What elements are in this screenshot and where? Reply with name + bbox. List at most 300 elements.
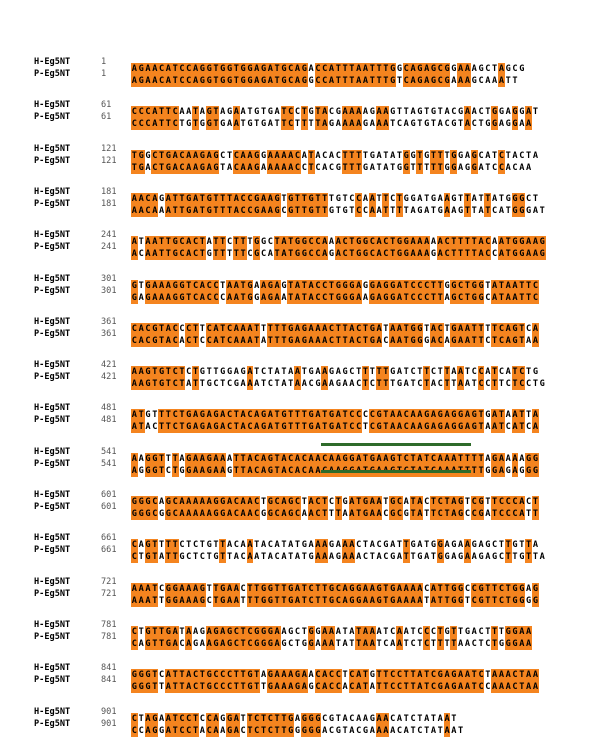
nucleotide: A — [206, 497, 212, 507]
nucleotide: T — [410, 379, 416, 390]
nucleotide: A — [328, 64, 335, 74]
nucleotide: C — [478, 150, 484, 161]
nucleotide: A — [376, 119, 382, 130]
nucleotide: T — [396, 205, 403, 216]
nucleotide: A — [356, 280, 362, 291]
sequence-name: H-Eg5NT — [34, 533, 71, 544]
nucleotide: G — [512, 205, 518, 216]
nucleotide: A — [179, 107, 185, 118]
nucleotide: C — [335, 595, 341, 606]
nucleotide: A — [356, 292, 362, 303]
nucleotide: A — [186, 583, 192, 594]
nucleotide: C — [254, 725, 260, 736]
nucleotide: A — [179, 497, 185, 507]
nucleotide: G — [281, 64, 287, 74]
nucleotide: G — [444, 280, 450, 291]
alignment-row-p-721 — [0, 588, 600, 606]
nucleotide: A — [356, 107, 362, 118]
nucleotide: G — [288, 323, 294, 334]
nucleotide: A — [145, 725, 151, 736]
nucleotide: T — [362, 150, 369, 161]
nucleotide: G — [478, 64, 484, 74]
nucleotide: A — [158, 552, 165, 563]
nucleotide: A — [342, 107, 348, 118]
nucleotide: A — [356, 64, 362, 74]
nucleotide: C — [288, 64, 294, 74]
nucleotide: A — [206, 626, 212, 637]
nucleotide: C — [240, 205, 246, 216]
nucleotide: C — [349, 682, 355, 693]
nucleotide: T — [152, 379, 158, 390]
nucleotide: T — [342, 335, 348, 346]
nucleotide: T — [519, 280, 525, 291]
nucleotide: A — [288, 682, 294, 693]
nucleotide: C — [315, 280, 321, 291]
nucleotide: T — [437, 150, 443, 161]
nucleotide: A — [349, 119, 355, 130]
nucleotide: C — [471, 119, 477, 130]
nucleotide: A — [206, 162, 212, 173]
nucleotide: T — [430, 280, 437, 291]
nucleotide: G — [444, 552, 450, 563]
nucleotide: G — [138, 670, 144, 681]
nucleotide: A — [240, 162, 246, 173]
nucleotide: C — [383, 335, 389, 346]
nucleotide: A — [179, 453, 185, 464]
nucleotide: T — [498, 626, 505, 637]
nucleotide: C — [383, 237, 389, 248]
nucleotide: C — [369, 379, 375, 390]
nucleotide: C — [315, 249, 321, 260]
nucleotide: A — [410, 410, 416, 421]
nucleotide: G — [369, 323, 375, 334]
sequence-residues — [131, 371, 546, 390]
nucleotide: G — [301, 713, 307, 724]
nucleotide: A — [464, 670, 471, 681]
nucleotide: G — [254, 162, 260, 173]
nucleotide: T — [131, 150, 137, 161]
nucleotide: A — [192, 410, 199, 421]
nucleotide: C — [478, 367, 484, 378]
nucleotide: T — [335, 509, 341, 519]
nucleotide: A — [396, 626, 403, 637]
nucleotide: A — [274, 682, 280, 693]
nucleotide: T — [519, 540, 525, 551]
nucleotide: G — [424, 150, 430, 161]
nucleotide: T — [213, 205, 219, 216]
nucleotide: C — [498, 595, 505, 606]
nucleotide: T — [342, 76, 348, 86]
nucleotide: A — [274, 107, 280, 118]
nucleotide: A — [192, 150, 199, 161]
nucleotide: A — [165, 64, 171, 74]
nucleotide: A — [464, 682, 471, 693]
nucleotide: C — [328, 335, 335, 346]
nucleotide: A — [451, 453, 457, 464]
nucleotide: T — [315, 107, 321, 118]
nucleotide: T — [240, 626, 246, 637]
nucleotide: T — [396, 540, 403, 551]
sequence-name: H-Eg5NT — [34, 403, 71, 414]
nucleotide: T — [322, 422, 328, 433]
nucleotide: C — [512, 682, 518, 693]
nucleotide: T — [464, 280, 471, 291]
nucleotide: T — [417, 638, 423, 649]
sequence-residues — [131, 588, 539, 606]
sequence-residues — [131, 359, 539, 378]
nucleotide: T — [485, 583, 491, 594]
nucleotide: G — [213, 552, 219, 563]
nucleotide: T — [362, 682, 369, 693]
nucleotide: A — [274, 150, 280, 161]
nucleotide: G — [390, 76, 396, 86]
nucleotide: T — [247, 237, 253, 248]
nucleotide: A — [179, 335, 185, 346]
nucleotide: A — [206, 422, 212, 433]
nucleotide: G — [308, 713, 314, 724]
nucleotide: C — [356, 410, 362, 421]
nucleotide: G — [152, 323, 158, 334]
nucleotide: G — [254, 205, 260, 216]
sequence-residues — [131, 285, 539, 303]
nucleotide: A — [396, 410, 403, 421]
nucleotide: C — [213, 670, 219, 681]
nucleotide: G — [410, 323, 416, 334]
nucleotide: A — [274, 292, 280, 303]
nucleotide: A — [138, 193, 144, 204]
nucleotide: G — [390, 292, 396, 303]
position-number: 541 — [101, 458, 117, 469]
nucleotide: A — [376, 249, 382, 260]
nucleotide: T — [240, 465, 246, 476]
nucleotide: G — [158, 193, 165, 204]
nucleotide: G — [288, 205, 294, 216]
nucleotide: A — [390, 638, 396, 649]
position-number: 781 — [101, 619, 117, 630]
nucleotide: T — [179, 205, 185, 216]
nucleotide: T — [288, 422, 294, 433]
nucleotide: A — [322, 725, 328, 736]
nucleotide: A — [335, 626, 341, 637]
nucleotide: G — [390, 453, 396, 464]
nucleotide: A — [471, 626, 477, 637]
nucleotide: C — [308, 583, 314, 594]
nucleotide: A — [403, 626, 409, 637]
nucleotide: G — [349, 595, 355, 606]
nucleotide: A — [281, 292, 287, 303]
nucleotide: A — [274, 638, 280, 649]
nucleotide: C — [369, 237, 375, 248]
position-number: 361 — [101, 316, 117, 327]
nucleotide: A — [158, 713, 165, 724]
nucleotide: A — [145, 583, 151, 594]
nucleotide: T — [260, 107, 267, 118]
nucleotide: T — [403, 670, 409, 681]
nucleotide: A — [532, 150, 538, 161]
nucleotide: A — [322, 552, 328, 563]
nucleotide: C — [301, 465, 307, 476]
nucleotide: G — [410, 119, 416, 130]
nucleotide: G — [138, 509, 144, 519]
nucleotide: G — [260, 410, 267, 421]
nucleotide: T — [451, 237, 457, 248]
nucleotide: T — [240, 713, 246, 724]
nucleotide: A — [301, 509, 307, 519]
nucleotide: C — [281, 205, 287, 216]
nucleotide: A — [315, 422, 321, 433]
sequence-name: P-Eg5NT — [34, 372, 71, 383]
nucleotide: G — [220, 367, 226, 378]
nucleotide: A — [396, 367, 403, 378]
nucleotide: C — [322, 150, 328, 161]
nucleotide: T — [526, 540, 532, 551]
position-number: 901 — [101, 718, 117, 729]
nucleotide: G — [145, 670, 151, 681]
nucleotide: T — [186, 292, 192, 303]
nucleotide: A — [383, 725, 389, 736]
nucleotide: C — [260, 249, 267, 260]
nucleotide: T — [131, 162, 137, 173]
nucleotide: A — [322, 335, 328, 346]
nucleotide: T — [424, 509, 430, 519]
nucleotide: T — [424, 670, 430, 681]
nucleotide: A — [498, 670, 505, 681]
nucleotide: T — [158, 162, 165, 173]
nucleotide: G — [152, 453, 158, 464]
nucleotide: A — [281, 162, 287, 173]
nucleotide: A — [532, 670, 538, 681]
nucleotide: C — [417, 379, 423, 390]
nucleotide: A — [274, 670, 280, 681]
nucleotide: A — [138, 292, 144, 303]
nucleotide: T — [444, 638, 450, 649]
nucleotide: A — [356, 453, 362, 464]
nucleotide: T — [376, 162, 382, 173]
nucleotide: T — [165, 237, 171, 248]
alignment-row-p-61 — [0, 111, 600, 130]
nucleotide: A — [158, 205, 165, 216]
nucleotide: T — [179, 119, 185, 130]
nucleotide: A — [376, 323, 382, 334]
nucleotide: A — [308, 670, 314, 681]
nucleotide: G — [532, 595, 538, 606]
nucleotide: C — [138, 249, 144, 260]
nucleotide: A — [485, 552, 491, 563]
nucleotide: G — [260, 76, 267, 86]
nucleotide: T — [240, 237, 246, 248]
nucleotide: G — [328, 119, 335, 130]
position-number: 481 — [101, 403, 117, 414]
nucleotide: A — [505, 162, 511, 173]
nucleotide: C — [526, 193, 532, 204]
nucleotide: G — [478, 280, 484, 291]
nucleotide: T — [485, 205, 491, 216]
nucleotide: G — [186, 205, 192, 216]
nucleotide: T — [226, 205, 233, 216]
position-number: 241 — [101, 242, 117, 253]
nucleotide: C — [369, 249, 375, 260]
nucleotide: A — [267, 76, 273, 86]
nucleotide: T — [478, 323, 484, 334]
nucleotide: C — [512, 670, 518, 681]
nucleotide: T — [294, 119, 301, 130]
nucleotide: T — [383, 367, 389, 378]
nucleotide: C — [145, 107, 151, 118]
nucleotide: G — [145, 509, 151, 519]
nucleotide: A — [369, 497, 375, 507]
sequence-residues — [131, 532, 539, 551]
nucleotide: A — [172, 626, 178, 637]
nucleotide: A — [152, 249, 158, 260]
nucleotide: C — [315, 64, 321, 74]
sequence-residues — [131, 489, 539, 507]
nucleotide: A — [403, 119, 409, 130]
nucleotide: A — [356, 119, 362, 130]
nucleotide: T — [288, 292, 294, 303]
nucleotide: G — [342, 497, 348, 507]
nucleotide: A — [519, 497, 525, 507]
nucleotide: G — [519, 107, 525, 118]
nucleotide: A — [532, 323, 538, 334]
nucleotide: G — [226, 638, 233, 649]
nucleotide: A — [410, 64, 416, 74]
nucleotide: A — [328, 626, 335, 637]
alignment-row-p-781 — [0, 631, 600, 649]
nucleotide: G — [288, 583, 294, 594]
nucleotide: G — [206, 682, 212, 693]
sequence-residues — [131, 328, 539, 346]
nucleotide: A — [532, 237, 538, 248]
nucleotide: G — [267, 509, 273, 519]
nucleotide: G — [267, 465, 273, 476]
nucleotide: A — [247, 335, 253, 346]
nucleotide: T — [383, 323, 389, 334]
nucleotide: G — [186, 193, 192, 204]
nucleotide: G — [158, 725, 165, 736]
nucleotide: C — [478, 76, 484, 86]
nucleotide: G — [424, 335, 430, 346]
nucleotide: T — [192, 379, 199, 390]
nucleotide: A — [349, 509, 355, 519]
nucleotide: C — [403, 76, 409, 86]
nucleotide: A — [356, 76, 362, 86]
nucleotide: A — [247, 150, 253, 161]
nucleotide: T — [376, 670, 382, 681]
nucleotide: A — [186, 509, 192, 519]
highlight-bar-top — [321, 443, 471, 446]
nucleotide: C — [410, 713, 416, 724]
nucleotide: T — [301, 497, 307, 507]
sequence-name: P-Eg5NT — [34, 198, 71, 209]
nucleotide: A — [526, 682, 532, 693]
sequence-name: H-Eg5NT — [34, 100, 71, 111]
position-number: 901 — [101, 706, 117, 717]
nucleotide: C — [288, 465, 294, 476]
nucleotide: T — [485, 280, 491, 291]
nucleotide: G — [369, 453, 375, 464]
nucleotide: A — [206, 237, 212, 248]
nucleotide: A — [471, 193, 477, 204]
nucleotide: C — [315, 292, 321, 303]
nucleotide: T — [498, 540, 505, 551]
nucleotide: A — [152, 193, 158, 204]
nucleotide: T — [383, 595, 389, 606]
nucleotide: A — [165, 292, 171, 303]
nucleotide: T — [498, 193, 505, 204]
nucleotide: A — [281, 237, 287, 248]
nucleotide: A — [430, 379, 437, 390]
nucleotide: G — [356, 583, 362, 594]
nucleotide: A — [206, 410, 212, 421]
nucleotide: C — [498, 162, 505, 173]
sequence-name: H-Eg5NT — [34, 316, 71, 327]
sequence-residues — [131, 241, 546, 260]
nucleotide: C — [213, 682, 219, 693]
nucleotide: G — [199, 595, 205, 606]
nucleotide: C — [186, 335, 192, 346]
nucleotide: T — [152, 540, 158, 551]
nucleotide: A — [369, 193, 375, 204]
sequence-residues — [131, 544, 546, 563]
nucleotide: A — [165, 335, 171, 346]
nucleotide: A — [328, 453, 335, 464]
nucleotide: T — [342, 725, 348, 736]
nucleotide: T — [410, 509, 416, 519]
nucleotide: G — [396, 379, 403, 390]
nucleotide: A — [335, 367, 341, 378]
nucleotide: A — [247, 453, 253, 464]
nucleotide: A — [186, 379, 192, 390]
nucleotide: C — [254, 453, 260, 464]
nucleotide: A — [138, 367, 144, 378]
nucleotide: T — [301, 280, 307, 291]
sequence-residues — [131, 143, 539, 161]
nucleotide: T — [383, 193, 389, 204]
nucleotide: A — [532, 422, 538, 433]
nucleotide: C — [328, 323, 335, 334]
nucleotide: T — [254, 670, 260, 681]
nucleotide: G — [145, 150, 151, 161]
nucleotide: C — [471, 367, 477, 378]
nucleotide: A — [165, 670, 171, 681]
nucleotide: T — [505, 237, 511, 248]
nucleotide: C — [424, 583, 430, 594]
nucleotide: T — [172, 64, 178, 74]
nucleotide: T — [274, 249, 280, 260]
nucleotide: A — [192, 422, 199, 433]
nucleotide: A — [410, 595, 416, 606]
nucleotide: T — [172, 193, 178, 204]
nucleotide: A — [492, 410, 498, 421]
nucleotide: C — [233, 150, 239, 161]
nucleotide: T — [424, 725, 430, 736]
nucleotide: A — [464, 638, 471, 649]
nucleotide: C — [430, 453, 437, 464]
nucleotide: C — [512, 509, 518, 519]
nucleotide: T — [199, 237, 205, 248]
nucleotide: T — [233, 249, 239, 260]
nucleotide: T — [192, 107, 199, 118]
position-number: 61 — [101, 112, 112, 123]
nucleotide: T — [362, 670, 369, 681]
nucleotide: A — [281, 453, 287, 464]
nucleotide: A — [281, 465, 287, 476]
nucleotide: C — [213, 292, 219, 303]
nucleotide: A — [186, 638, 192, 649]
nucleotide: A — [458, 323, 464, 334]
nucleotide: A — [505, 682, 511, 693]
nucleotide: A — [444, 410, 450, 421]
